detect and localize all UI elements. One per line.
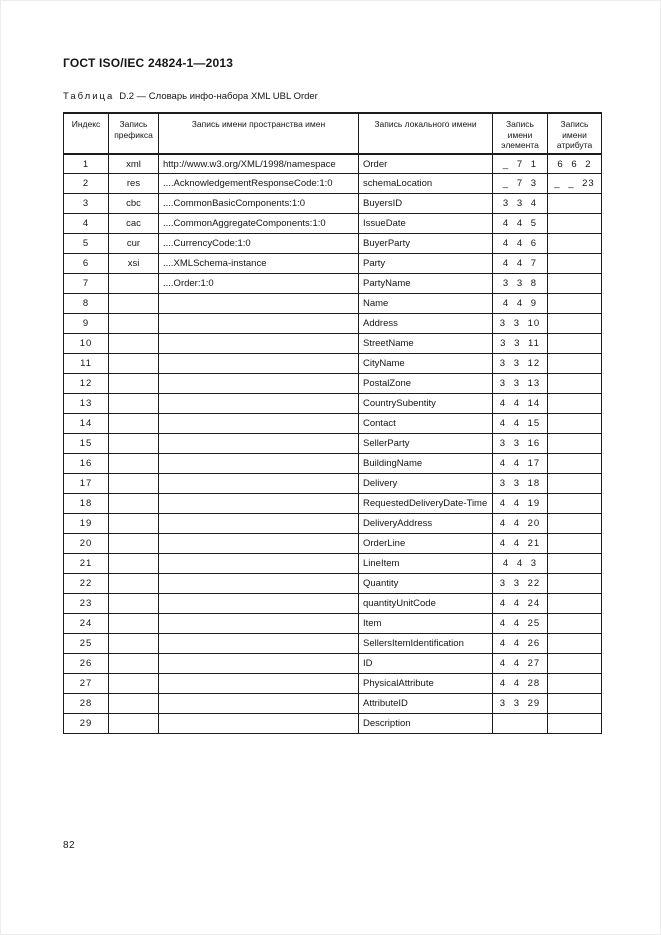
cell-prefix [109, 634, 159, 654]
cell-local-name: PhysicalAttribute [359, 674, 493, 694]
cell-index: 22 [64, 574, 109, 594]
cell-index: 1 [64, 154, 109, 174]
cell-prefix: xsi [109, 254, 159, 274]
cell-attribute-name [548, 514, 602, 534]
cell-element-name: 4 4 17 [493, 454, 548, 474]
cell-element-name: 3 3 12 [493, 354, 548, 374]
cell-local-name: SellerParty [359, 434, 493, 454]
cell-index: 21 [64, 554, 109, 574]
cell-namespace [159, 434, 359, 454]
cell-element-name [493, 714, 548, 734]
table-row [64, 414, 602, 434]
cell-prefix [109, 594, 159, 614]
table-row [64, 294, 602, 314]
cell-prefix [109, 574, 159, 594]
cell-attribute-name [548, 594, 602, 614]
cell-attribute-name [548, 654, 602, 674]
cell-local-name: RequestedDeliveryDate-Time [359, 494, 493, 514]
cell-attribute-name [548, 294, 602, 314]
cell-index: 11 [64, 354, 109, 374]
page-number: 82 [63, 840, 76, 851]
cell-prefix [109, 294, 159, 314]
cell-namespace [159, 374, 359, 394]
cell-namespace [159, 714, 359, 734]
cell-element-name: 4 4 25 [493, 614, 548, 634]
cell-element-name: _ 7 3 [493, 174, 548, 194]
cell-local-name: LineItem [359, 554, 493, 574]
cell-namespace [159, 394, 359, 414]
ubl-order-dictionary-table [63, 112, 602, 734]
column-header-namespace: Запись имени пространства имен [159, 113, 359, 154]
table-header-row [64, 113, 602, 154]
cell-namespace [159, 294, 359, 314]
cell-attribute-name [548, 334, 602, 354]
cell-local-name: Item [359, 614, 493, 634]
cell-attribute-name [548, 554, 602, 574]
cell-prefix [109, 674, 159, 694]
cell-attribute-name [548, 214, 602, 234]
cell-namespace: ....Order:1:0 [159, 274, 359, 294]
cell-prefix [109, 714, 159, 734]
document-header-title: ГОСТ ISO/IEC 24824-1—2013 [63, 56, 234, 70]
cell-attribute-name [548, 454, 602, 474]
cell-index: 15 [64, 434, 109, 454]
cell-namespace: ....XMLSchema-instance [159, 254, 359, 274]
cell-element-name: 3 3 8 [493, 274, 548, 294]
table-row [64, 514, 602, 534]
table-row [64, 274, 602, 294]
cell-element-name: 3 3 11 [493, 334, 548, 354]
cell-prefix [109, 474, 159, 494]
table-body [64, 154, 602, 734]
cell-prefix [109, 354, 159, 374]
cell-namespace: ....CommonBasicComponents:1:0 [159, 194, 359, 214]
table-row [64, 654, 602, 674]
cell-local-name: CountrySubentity [359, 394, 493, 414]
column-header-index: Индекс [64, 113, 109, 154]
cell-namespace [159, 514, 359, 534]
cell-attribute-name [548, 674, 602, 694]
table-row [64, 354, 602, 374]
cell-attribute-name [548, 574, 602, 594]
cell-local-name: IssueDate [359, 214, 493, 234]
table-row [64, 534, 602, 554]
cell-index: 18 [64, 494, 109, 514]
cell-prefix: xml [109, 154, 159, 174]
cell-namespace [159, 594, 359, 614]
cell-namespace: http://www.w3.org/XML/1998/namespace [159, 154, 359, 174]
cell-element-name: _ 7 1 [493, 154, 548, 174]
cell-index: 20 [64, 534, 109, 554]
cell-prefix [109, 454, 159, 474]
cell-attribute-name [548, 474, 602, 494]
cell-element-name: 3 3 18 [493, 474, 548, 494]
cell-index: 17 [64, 474, 109, 494]
cell-attribute-name: 6 6 2 [548, 154, 602, 174]
table-row [64, 574, 602, 594]
cell-index: 26 [64, 654, 109, 674]
cell-attribute-name [548, 354, 602, 374]
cell-element-name: 4 4 9 [493, 294, 548, 314]
cell-local-name: Order [359, 154, 493, 174]
cell-local-name: ID [359, 654, 493, 674]
cell-index: 23 [64, 594, 109, 614]
cell-local-name: Delivery [359, 474, 493, 494]
cell-attribute-name [548, 694, 602, 714]
table-row [64, 614, 602, 634]
cell-attribute-name [548, 714, 602, 734]
table-row [64, 254, 602, 274]
cell-element-name: 4 4 26 [493, 634, 548, 654]
cell-namespace [159, 694, 359, 714]
table-row [64, 394, 602, 414]
cell-index: 14 [64, 414, 109, 434]
cell-namespace [159, 474, 359, 494]
cell-local-name: Address [359, 314, 493, 334]
cell-namespace [159, 354, 359, 374]
cell-index: 29 [64, 714, 109, 734]
cell-index: 27 [64, 674, 109, 694]
cell-prefix [109, 394, 159, 414]
cell-local-name: DeliveryAddress [359, 514, 493, 534]
cell-index: 2 [64, 174, 109, 194]
table-row [64, 674, 602, 694]
cell-index: 25 [64, 634, 109, 654]
cell-prefix [109, 694, 159, 714]
cell-element-name: 3 3 29 [493, 694, 548, 714]
cell-index: 19 [64, 514, 109, 534]
table-caption-text: D.2 — Словарь инфо-набора XML UBL Order [119, 91, 318, 102]
cell-element-name: 4 4 21 [493, 534, 548, 554]
table-row [64, 174, 602, 194]
cell-namespace [159, 334, 359, 354]
table-row [64, 234, 602, 254]
cell-prefix [109, 614, 159, 634]
cell-namespace [159, 654, 359, 674]
cell-index: 28 [64, 694, 109, 714]
cell-prefix [109, 334, 159, 354]
cell-element-name: 4 4 3 [493, 554, 548, 574]
table-caption-word: Таблица [63, 91, 115, 102]
cell-local-name: CityName [359, 354, 493, 374]
cell-index: 24 [64, 614, 109, 634]
table-row [64, 374, 602, 394]
cell-prefix: cur [109, 234, 159, 254]
cell-index: 13 [64, 394, 109, 414]
cell-index: 10 [64, 334, 109, 354]
cell-element-name: 3 3 4 [493, 194, 548, 214]
cell-attribute-name [548, 274, 602, 294]
cell-prefix: res [109, 174, 159, 194]
table-row [64, 214, 602, 234]
cell-index: 9 [64, 314, 109, 334]
cell-local-name: BuildingName [359, 454, 493, 474]
cell-element-name: 4 4 14 [493, 394, 548, 414]
cell-prefix: cac [109, 214, 159, 234]
cell-attribute-name [548, 234, 602, 254]
table-header [64, 113, 602, 154]
cell-index: 3 [64, 194, 109, 214]
cell-element-name: 3 3 22 [493, 574, 548, 594]
cell-attribute-name [548, 394, 602, 414]
cell-local-name: StreetName [359, 334, 493, 354]
cell-local-name: Description [359, 714, 493, 734]
cell-local-name: SellersItemIdentification [359, 634, 493, 654]
cell-local-name: Party [359, 254, 493, 274]
cell-index: 4 [64, 214, 109, 234]
cell-namespace [159, 674, 359, 694]
cell-local-name: BuyersID [359, 194, 493, 214]
column-header-local-name: Запись локального имени [359, 113, 493, 154]
cell-namespace [159, 534, 359, 554]
cell-local-name: quantityUnitCode [359, 594, 493, 614]
cell-prefix [109, 554, 159, 574]
cell-prefix [109, 274, 159, 294]
cell-element-name: 4 4 5 [493, 214, 548, 234]
cell-element-name: 4 4 19 [493, 494, 548, 514]
cell-element-name: 4 4 15 [493, 414, 548, 434]
cell-namespace [159, 414, 359, 434]
cell-prefix [109, 414, 159, 434]
cell-element-name: 4 4 20 [493, 514, 548, 534]
cell-local-name: PartyName [359, 274, 493, 294]
cell-attribute-name [548, 414, 602, 434]
cell-element-name: 4 4 24 [493, 594, 548, 614]
table-row [64, 154, 602, 174]
cell-prefix [109, 494, 159, 514]
cell-local-name: Name [359, 294, 493, 314]
column-header-element-name: Запись имени элемента [493, 113, 548, 154]
cell-element-name: 3 3 16 [493, 434, 548, 454]
cell-namespace [159, 574, 359, 594]
table-row [64, 434, 602, 454]
cell-index: 6 [64, 254, 109, 274]
cell-namespace [159, 554, 359, 574]
cell-element-name: 4 4 7 [493, 254, 548, 274]
cell-attribute-name [548, 494, 602, 514]
cell-namespace [159, 314, 359, 334]
cell-attribute-name [548, 534, 602, 554]
cell-index: 7 [64, 274, 109, 294]
cell-namespace [159, 614, 359, 634]
cell-element-name: 3 3 10 [493, 314, 548, 334]
table-row [64, 714, 602, 734]
column-header-attribute-name: Запись имени атрибута [548, 113, 602, 154]
cell-attribute-name [548, 374, 602, 394]
cell-namespace: ....AcknowledgementResponseCode:1:0 [159, 174, 359, 194]
cell-local-name: Contact [359, 414, 493, 434]
table-row [64, 554, 602, 574]
cell-local-name: PostalZone [359, 374, 493, 394]
cell-attribute-name: _ _ 23 [548, 174, 602, 194]
table-row [64, 194, 602, 214]
cell-index: 16 [64, 454, 109, 474]
table-caption [63, 91, 318, 102]
cell-local-name: BuyerParty [359, 234, 493, 254]
table-row [64, 594, 602, 614]
cell-local-name: schemaLocation [359, 174, 493, 194]
table-row [64, 454, 602, 474]
cell-attribute-name [548, 634, 602, 654]
cell-prefix [109, 374, 159, 394]
cell-attribute-name [548, 254, 602, 274]
cell-namespace [159, 634, 359, 654]
table-row [64, 494, 602, 514]
cell-element-name: 4 4 27 [493, 654, 548, 674]
cell-attribute-name [548, 314, 602, 334]
cell-index: 12 [64, 374, 109, 394]
table-row [64, 634, 602, 654]
cell-local-name: OrderLine [359, 534, 493, 554]
cell-prefix [109, 654, 159, 674]
cell-element-name: 3 3 13 [493, 374, 548, 394]
cell-attribute-name [548, 614, 602, 634]
cell-prefix [109, 514, 159, 534]
cell-prefix [109, 434, 159, 454]
cell-namespace [159, 494, 359, 514]
cell-index: 5 [64, 234, 109, 254]
table-row [64, 314, 602, 334]
column-header-prefix: Запись префикса [109, 113, 159, 154]
cell-local-name: Quantity [359, 574, 493, 594]
cell-attribute-name [548, 194, 602, 214]
cell-element-name: 4 4 6 [493, 234, 548, 254]
cell-attribute-name [548, 434, 602, 454]
cell-prefix [109, 534, 159, 554]
cell-local-name: AttributeID [359, 694, 493, 714]
cell-index: 8 [64, 294, 109, 314]
cell-prefix: cbc [109, 194, 159, 214]
table-row [64, 694, 602, 714]
cell-prefix [109, 314, 159, 334]
table-row [64, 334, 602, 354]
cell-namespace: ....CommonAggregateComponents:1:0 [159, 214, 359, 234]
cell-namespace: ....CurrencyCode:1:0 [159, 234, 359, 254]
cell-element-name: 4 4 28 [493, 674, 548, 694]
cell-namespace [159, 454, 359, 474]
table-row [64, 474, 602, 494]
